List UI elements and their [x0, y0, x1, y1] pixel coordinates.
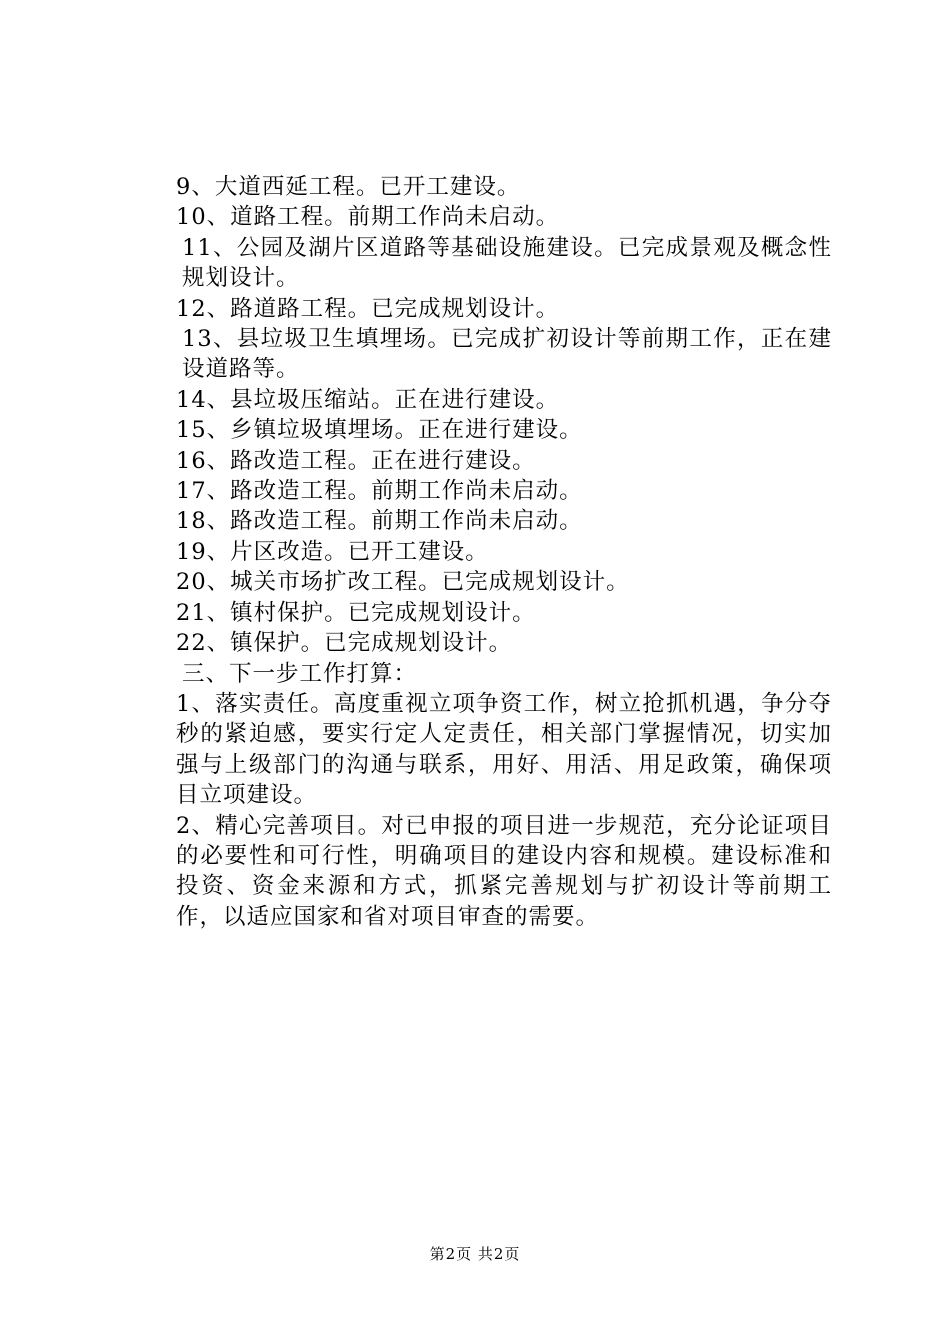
list-item: 14、县垃圾压缩站。正在进行建设。 — [176, 386, 560, 413]
list-item: 11、公园及湖片区道路等基础设施建设。已完成景观及概念性规划设计。 — [182, 234, 832, 292]
list-item: 12、路道路工程。已完成规划设计。 — [176, 295, 560, 322]
list-item: 17、路改造工程。前期工作尚未启动。 — [176, 478, 583, 505]
list-item: 20、城关市场扩改工程。已完成规划设计。 — [176, 569, 630, 596]
list-item: 18、路改造工程。前期工作尚未启动。 — [176, 508, 583, 535]
plan-paragraph: 1、落实责任。高度重视立项争资工作，树立抢抓机遇，争分夺秒的紧迫感，要实行定人定责任，相关部门掌握情况，切实加强与上级部门的沟通与联系，用好、用活、用足政策，确保项目立项建设。 — [176, 690, 832, 809]
list-item: 15、乡镇垃圾填埋场。正在进行建设。 — [176, 417, 583, 444]
list-item: 16、路改造工程。正在进行建设。 — [176, 447, 536, 474]
list-item: 19、片区改造。已开工建设。 — [176, 538, 489, 565]
document-body — [130, 172, 832, 932]
list-item: 21、镇村保护。已完成规划设计。 — [176, 599, 536, 626]
list-item: 13、县垃圾卫生填埋场。已完成扩初设计等前期工作，正在建设道路等。 — [182, 326, 832, 383]
list-item: 10、道路工程。前期工作尚未启动。 — [176, 204, 560, 231]
list-item: 9、大道西延工程。已开工建设。 — [176, 174, 521, 200]
list-item: 22、镇保护。已完成规划设计。 — [176, 630, 513, 657]
section-heading: 三、下一步工作打算： — [182, 660, 418, 687]
page-footer: 第2页 共2页 — [429, 1245, 521, 1263]
plan-paragraph: 2、精心完善项目。对已申报的项目进一步规范，充分论证项目的必要性和可行性，明确项目的建设内容和规模。建设标准和投资、资金来源和方式，抓紧完善规划与扩初设计等前期工作，以适应国家和省对项目审查的需要。 — [176, 812, 832, 930]
